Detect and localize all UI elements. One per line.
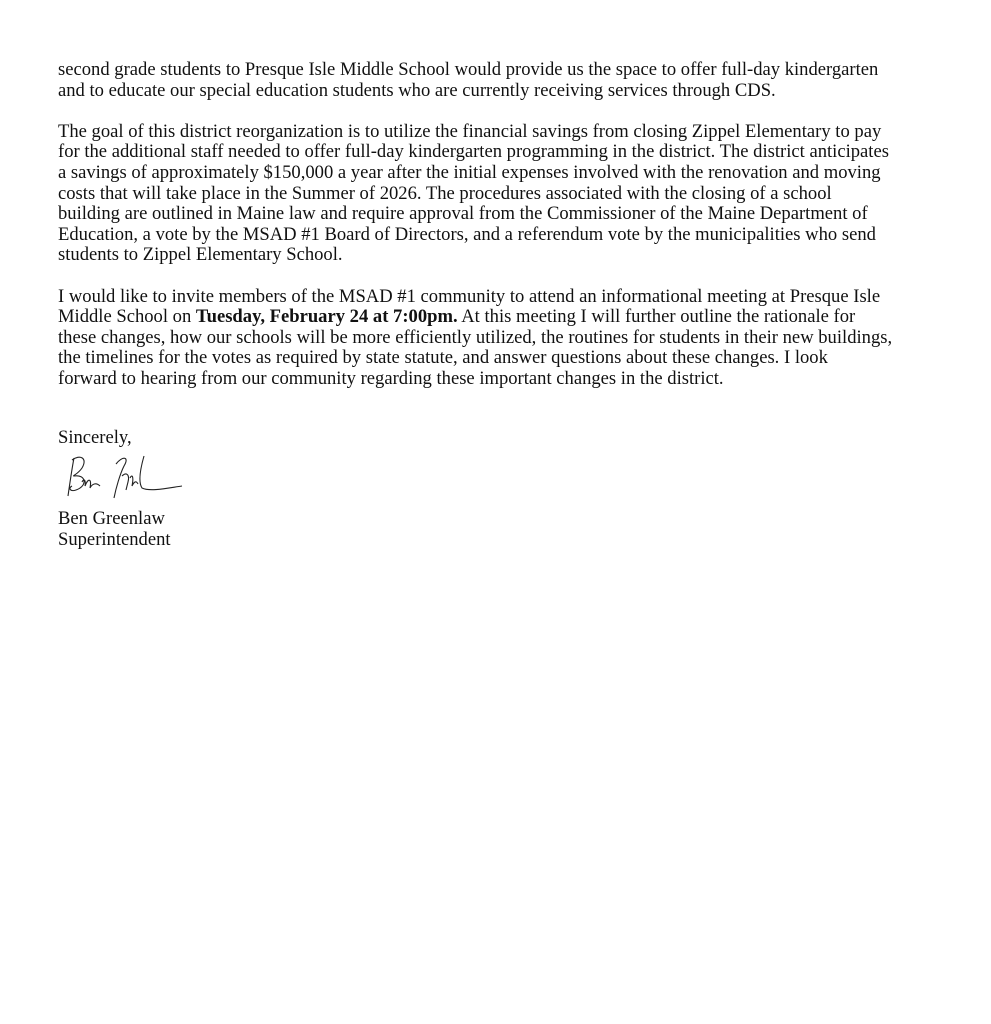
text-line: the timelines for the votes as required by state statute, and answer questions about these changes. I look (58, 347, 828, 369)
text-line: costs that will take place in the Summer of 2026. The procedures associated with the closing of a school (58, 182, 832, 204)
paragraph-kindergarten-space (58, 60, 948, 101)
text-line: Education, a vote by the MSAD #1 Board of Directors, and a referendum vote by the municipalities who send (58, 223, 876, 245)
paragraph-reorganization-goal (58, 122, 948, 266)
text-segment: Middle School on (58, 306, 196, 328)
text-line: forward to hearing from our community regarding these important changes in the district. (58, 367, 724, 389)
closing: Sincerely, (58, 427, 132, 448)
text-line: building are outlined in Maine law and require approval from the Commissioner of the Maine Department of (58, 203, 868, 225)
signer-title: Superintendent (58, 528, 171, 550)
text-segment: At this meeting I will further outline the rationale for (457, 306, 856, 328)
letter-body (58, 60, 948, 410)
signer-name: Ben Greenlaw (58, 508, 165, 529)
signer-block (58, 509, 171, 550)
meeting-date: Tuesday, February 24 at 7:00pm. (195, 306, 458, 328)
text-line: second grade students to Presque Isle Middle School would provide us the space to offer full-day kindergarten (58, 59, 879, 80)
text-line: these changes, how our schools will be more efficiently utilized, the routines for students in their new buildings, (58, 326, 893, 348)
text-line (58, 307, 948, 328)
text-line: for the additional staff needed to offer full-day kindergarten programming in the district. The district anticipates (58, 141, 889, 163)
text-line: students to Zippel Elementary School. (58, 244, 343, 266)
text-line: I would like to invite members of the MSAD #1 community to attend an informational meeting at Presque Isle (58, 285, 881, 307)
text-line: a savings of approximately $150,000 a year after the initial expenses involved with the renovation and moving (58, 161, 881, 183)
signature (60, 452, 185, 502)
text-line: and to educate our special education students who are currently receiving services through CDS. (58, 79, 776, 101)
paragraph-meeting-invite (58, 287, 948, 390)
text-line: The goal of this district reorganization is to utilize the financial savings from closing Zippel Elementary to pay (58, 120, 882, 142)
